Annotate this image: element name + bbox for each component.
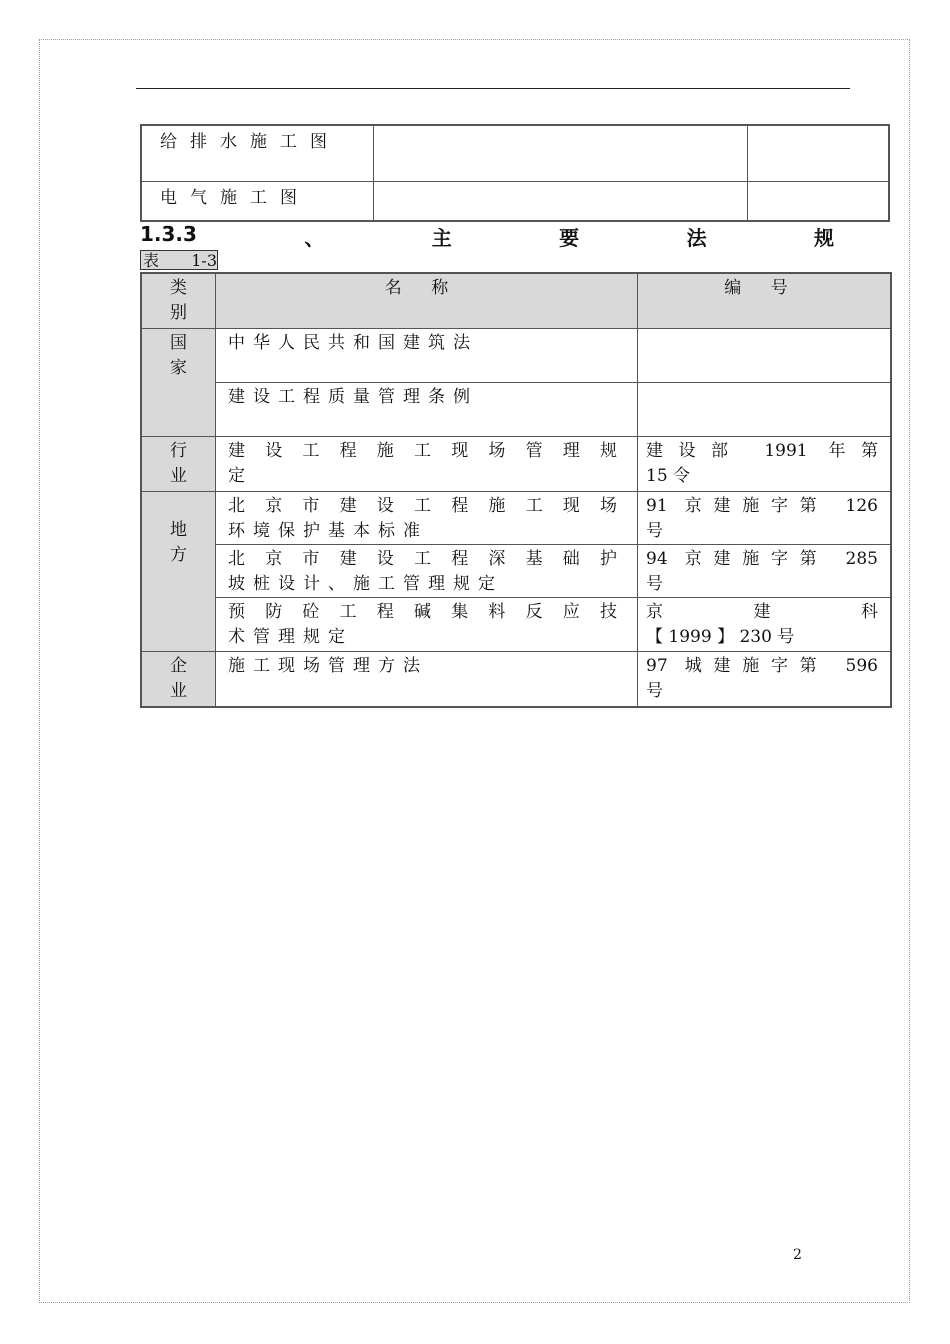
header-code: [638, 274, 890, 329]
table-row: [142, 652, 890, 706]
table-row: [142, 598, 890, 652]
table-row: [142, 545, 890, 598]
code-line: 号: [646, 574, 663, 594]
drawing-name-cell: 给排水施工图: [142, 126, 374, 182]
section-title-char: 要: [559, 226, 580, 250]
code-line: 【 1999 】 230 号: [646, 627, 795, 647]
header-code-text: 编 号: [724, 278, 800, 298]
category-cell: 行 业: [142, 437, 216, 492]
name-cell: [216, 545, 638, 598]
drawing-name-cell: 电气施工图: [142, 182, 374, 220]
name-cell: [216, 652, 638, 706]
code-cell: [638, 437, 890, 492]
section-heading: [140, 222, 834, 250]
category-cell: 企 业: [142, 652, 216, 706]
drawings-table: [140, 124, 890, 222]
name-line: 建设工程施工现场管理规: [228, 441, 617, 461]
table-row: [142, 492, 890, 545]
table-label-prefix: 表: [143, 251, 160, 270]
drawing-cell: [748, 126, 888, 182]
code-line: 京 建 科: [646, 602, 878, 622]
name-line: 中华人民共和国建筑法: [228, 333, 478, 353]
header-name: [216, 274, 638, 329]
name-line: 环境保护基本标准: [228, 521, 428, 541]
name-line: 北京市建设工程施工现场: [228, 496, 617, 516]
code-cell: [638, 652, 890, 706]
table-row: [142, 383, 890, 437]
code-line: 15 令: [646, 466, 691, 486]
section-title-char: 法: [686, 226, 707, 250]
table-row: [142, 182, 888, 220]
code-line: 94 京建施字第 285: [646, 549, 878, 569]
regulations-table: [140, 272, 892, 708]
name-line: 预防砼工程碱集料反应技: [228, 602, 617, 622]
category-cell: [142, 492, 216, 652]
section-title-char: 规: [813, 226, 834, 250]
table-header-row: [142, 274, 890, 329]
table-row: [142, 329, 890, 383]
name-cell: [216, 492, 638, 545]
name-line: 坡桩设计、施工管理规定: [228, 574, 503, 594]
header-name-text: 名 称: [384, 278, 461, 298]
name-cell: [216, 598, 638, 652]
code-line: 号: [646, 681, 663, 701]
table-label: [140, 250, 218, 270]
page-number: 2: [793, 1247, 802, 1263]
name-cell: [216, 329, 638, 383]
code-cell: [638, 492, 890, 545]
header-category: 类 别: [142, 274, 216, 329]
category-cell: 国 家: [142, 329, 216, 437]
code-cell: [638, 329, 890, 383]
code-line: 91 京建施字第 126: [646, 496, 878, 516]
drawing-cell: [748, 182, 888, 220]
section-number: 1.3.3: [140, 222, 197, 246]
code-line: 建设部 1991 年第: [646, 441, 878, 461]
code-line: 号: [646, 521, 663, 541]
name-line: 定: [228, 466, 245, 486]
name-cell: [216, 437, 638, 492]
name-line: 术管理规定: [228, 627, 353, 647]
drawing-cell: [374, 126, 748, 182]
name-line: 施工现场管理方法: [228, 656, 428, 676]
code-cell: [638, 545, 890, 598]
drawing-cell: [374, 182, 748, 220]
table-row: [142, 437, 890, 492]
category-text: 地 方: [170, 520, 187, 565]
table-label-number: 1-3: [191, 251, 217, 270]
code-line: 97 城建施字第 596: [646, 656, 878, 676]
name-line: 建设工程质量管理条例: [228, 387, 478, 407]
section-title-char: 主: [431, 226, 452, 250]
section-separator: 、: [304, 226, 325, 250]
code-cell: [638, 598, 890, 652]
table-row: [142, 126, 888, 182]
header-rule: [136, 88, 850, 89]
name-cell: [216, 383, 638, 437]
name-line: 北京市建设工程深基础护: [228, 549, 617, 569]
code-cell: [638, 383, 890, 437]
